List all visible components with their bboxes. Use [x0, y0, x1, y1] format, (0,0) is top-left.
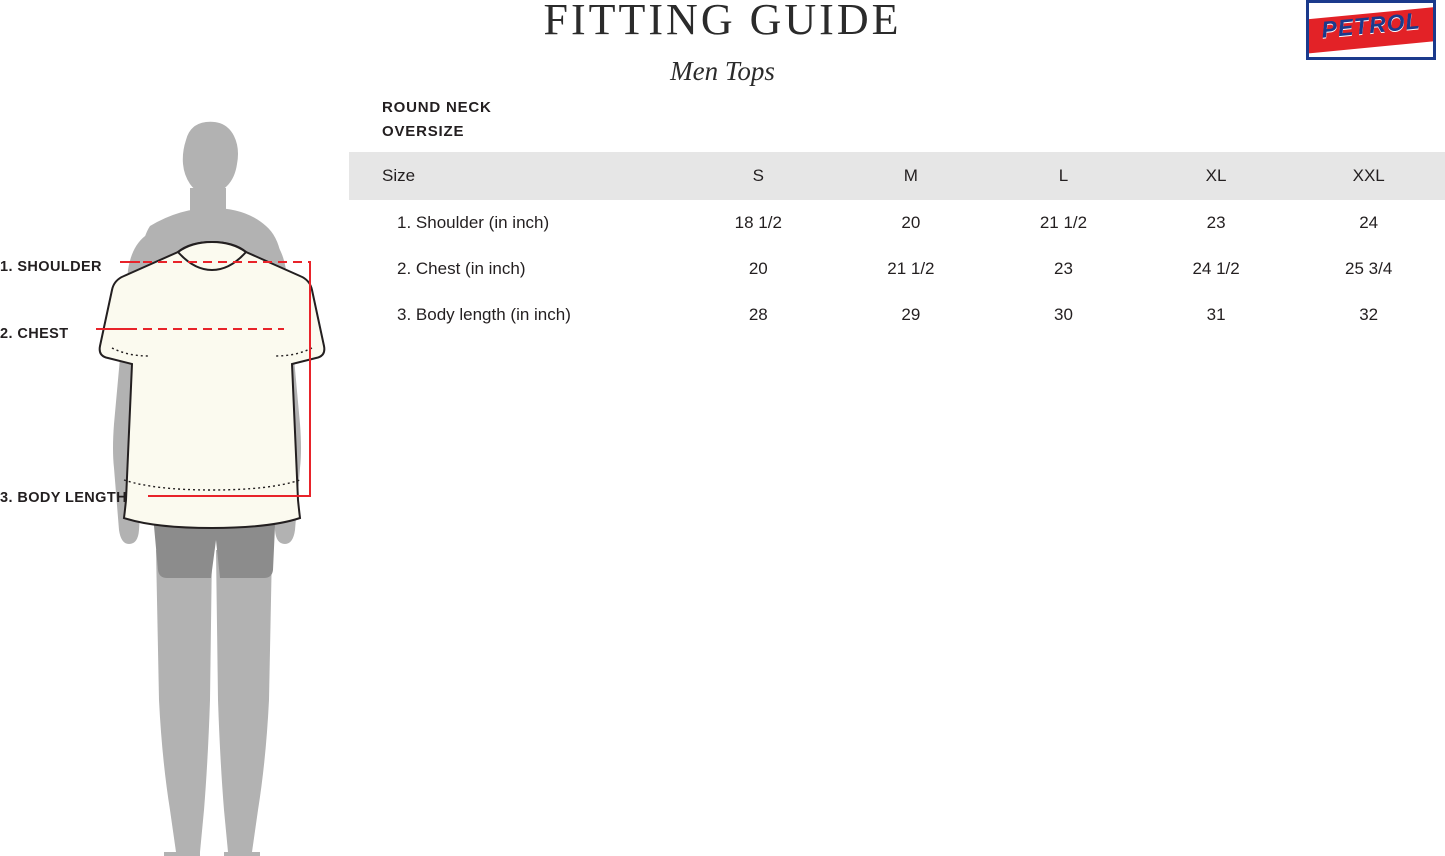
- mannequin-diagram: [0, 110, 349, 856]
- row-label-chest: 2. Chest (in inch): [397, 259, 526, 278]
- page-title: FITTING GUIDE: [543, 0, 902, 44]
- cell-shoulder-m: 20: [901, 213, 921, 232]
- label-body-length: 3. BODY LENGTH: [0, 490, 127, 506]
- column-header-xxl: XXL: [1352, 166, 1385, 185]
- page-subtitle: Men Tops: [670, 56, 775, 86]
- cell-shoulder-l: 21 1/2: [1039, 213, 1088, 232]
- table-header-row: [349, 152, 1445, 200]
- cell-body-length-l: 30: [1054, 305, 1073, 324]
- measurement-figure: [0, 110, 349, 856]
- row-label-shoulder: 1. Shoulder (in inch): [397, 213, 550, 232]
- logo-text: PETROL: [1320, 7, 1422, 43]
- row-label-body-length: 3. Body length (in inch): [397, 305, 571, 324]
- cell-chest-m: 21 1/2: [887, 259, 935, 278]
- table-row: [349, 246, 1445, 292]
- table-row: [349, 200, 1445, 246]
- category-line-2: OVERSIZE: [382, 123, 465, 140]
- cell-shoulder-xl: 23: [1206, 213, 1226, 232]
- cell-shoulder-xxl: 24: [1359, 213, 1379, 232]
- cell-body-length-xxl: 32: [1359, 305, 1379, 324]
- label-chest: 2. CHEST: [0, 326, 69, 342]
- tshirt-shape: [100, 242, 325, 528]
- cell-chest-xxl: 25 3/4: [1345, 259, 1393, 278]
- cell-body-length-m: 29: [901, 305, 921, 324]
- size-chart-table: [349, 152, 1445, 338]
- column-header-xl: XL: [1205, 166, 1227, 185]
- cell-chest-l: 23: [1054, 259, 1073, 278]
- cell-body-length-xl: 31: [1206, 305, 1226, 324]
- column-header-s: S: [752, 166, 764, 185]
- label-shoulder: 1. SHOULDER: [0, 259, 102, 275]
- column-header-size: Size: [382, 166, 416, 185]
- petrol-logo: [1306, 0, 1436, 60]
- cell-chest-s: 20: [748, 259, 768, 278]
- category-line-1: ROUND NECK: [382, 99, 492, 116]
- table-row: [349, 292, 1445, 338]
- cell-chest-xl: 24 1/2: [1192, 259, 1240, 278]
- column-header-l: L: [1058, 166, 1069, 185]
- size-table-block: [349, 96, 1445, 338]
- column-header-m: M: [903, 166, 918, 185]
- cell-shoulder-s: 18 1/2: [734, 213, 782, 232]
- cell-body-length-s: 28: [748, 305, 768, 324]
